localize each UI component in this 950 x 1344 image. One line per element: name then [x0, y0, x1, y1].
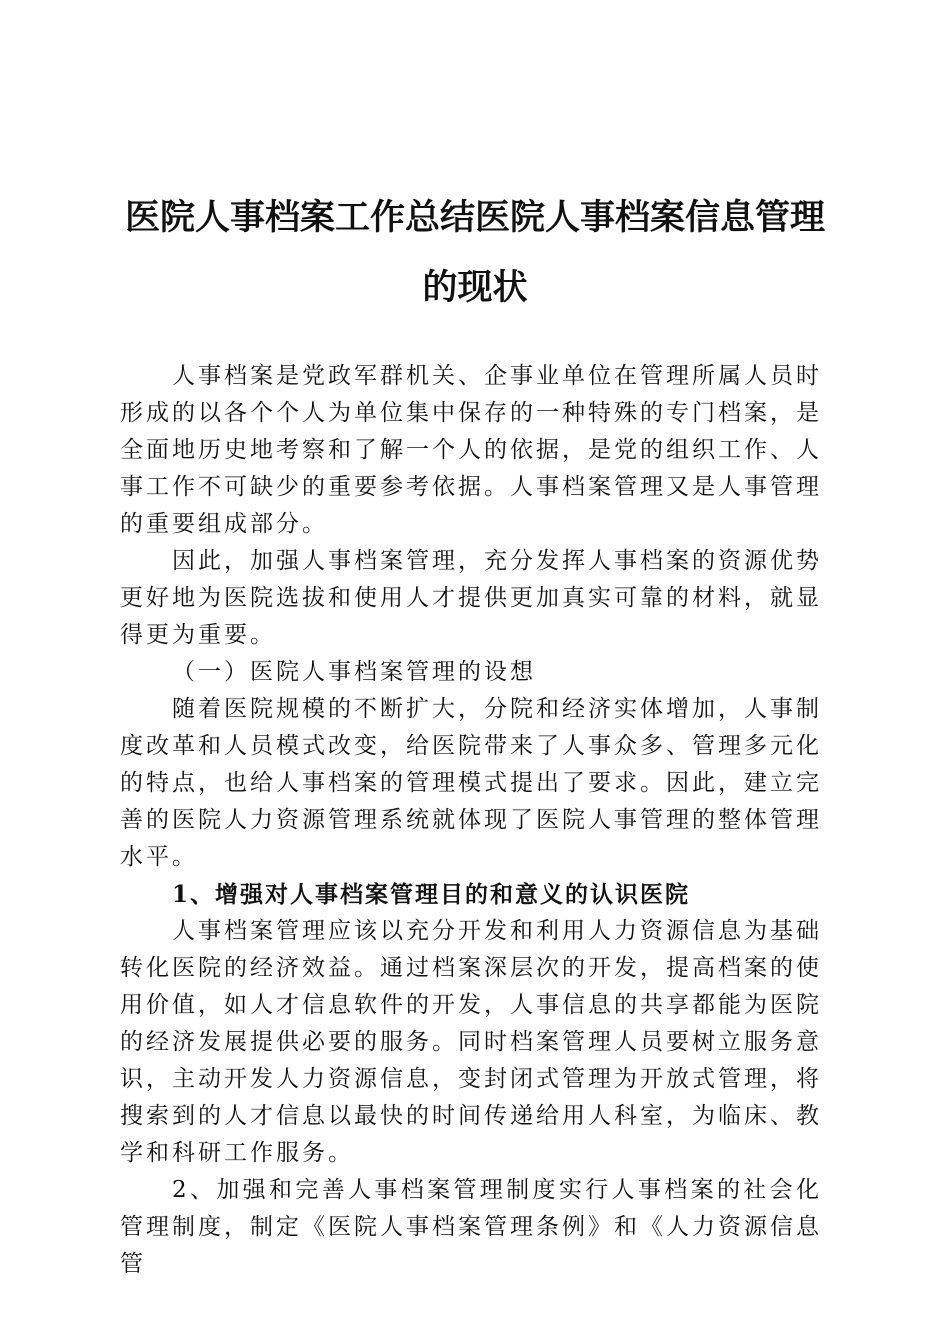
document-title-line-1: 医院人事档案工作总结医院人事档案信息管理 [124, 197, 825, 238]
document-title-line-2: 的现状 [422, 267, 528, 308]
paragraph-importance: 因此，加强人事档案管理，充分发挥人事档案的资源优势更好地为医院选拔和使用人才提供更加真实可靠的材料，就显得更为重要。 [120, 548, 822, 648]
paragraph-item-2: 2、加强和完善人事档案管理制度实行人事档案的社会化管理制度，制定《医院人事档案管理条例》和《人力资源信息管 [120, 1177, 822, 1277]
paragraph-section-1: 随着医院规模的不断扩大，分院和经济实体增加，人事制度改革和人员模式改变，给医院带来了人事众多、管理多元化的特点，也给人事档案的管理模式提出了要求。因此，建立完善的医院人力资源管理系统就体现了医院人事管理的整体管理水平。 [120, 696, 822, 870]
section-heading-1: （一）医院人事档案管理的设想 [172, 659, 536, 685]
document-body [120, 358, 822, 1283]
paragraph-intro: 人事档案是党政军群机关、企事业单位在管理所属人员时形成的以各个个人为单位集中保存的一种特殊的专门档案，是全面地历史地考察和了解一个人的依据，是党的组织工作、人事工作不可缺少的重要参考依据。人事档案管理又是人事管理的重要组成部分。 [120, 363, 822, 537]
paragraph-subheading-1: 人事档案管理应该以充分开发和利用人力资源信息为基础转化医院的经济效益。通过档案深层次的开发，提高档案的使用价值，如人才信息软件的开发，人事信息的共享都能为医院的经济发展提供必要的服务。同时档案管理人员要树立服务意识，主动开发人力资源信息，变封闭式管理为开放式管理，将搜索到的人才信息以最快的时间传递给用人科室，为临床、教学和科研工作服务。 [120, 918, 822, 1166]
subheading-1: 1、增强对人事档案管理目的和意义的认识医院 [172, 881, 691, 908]
